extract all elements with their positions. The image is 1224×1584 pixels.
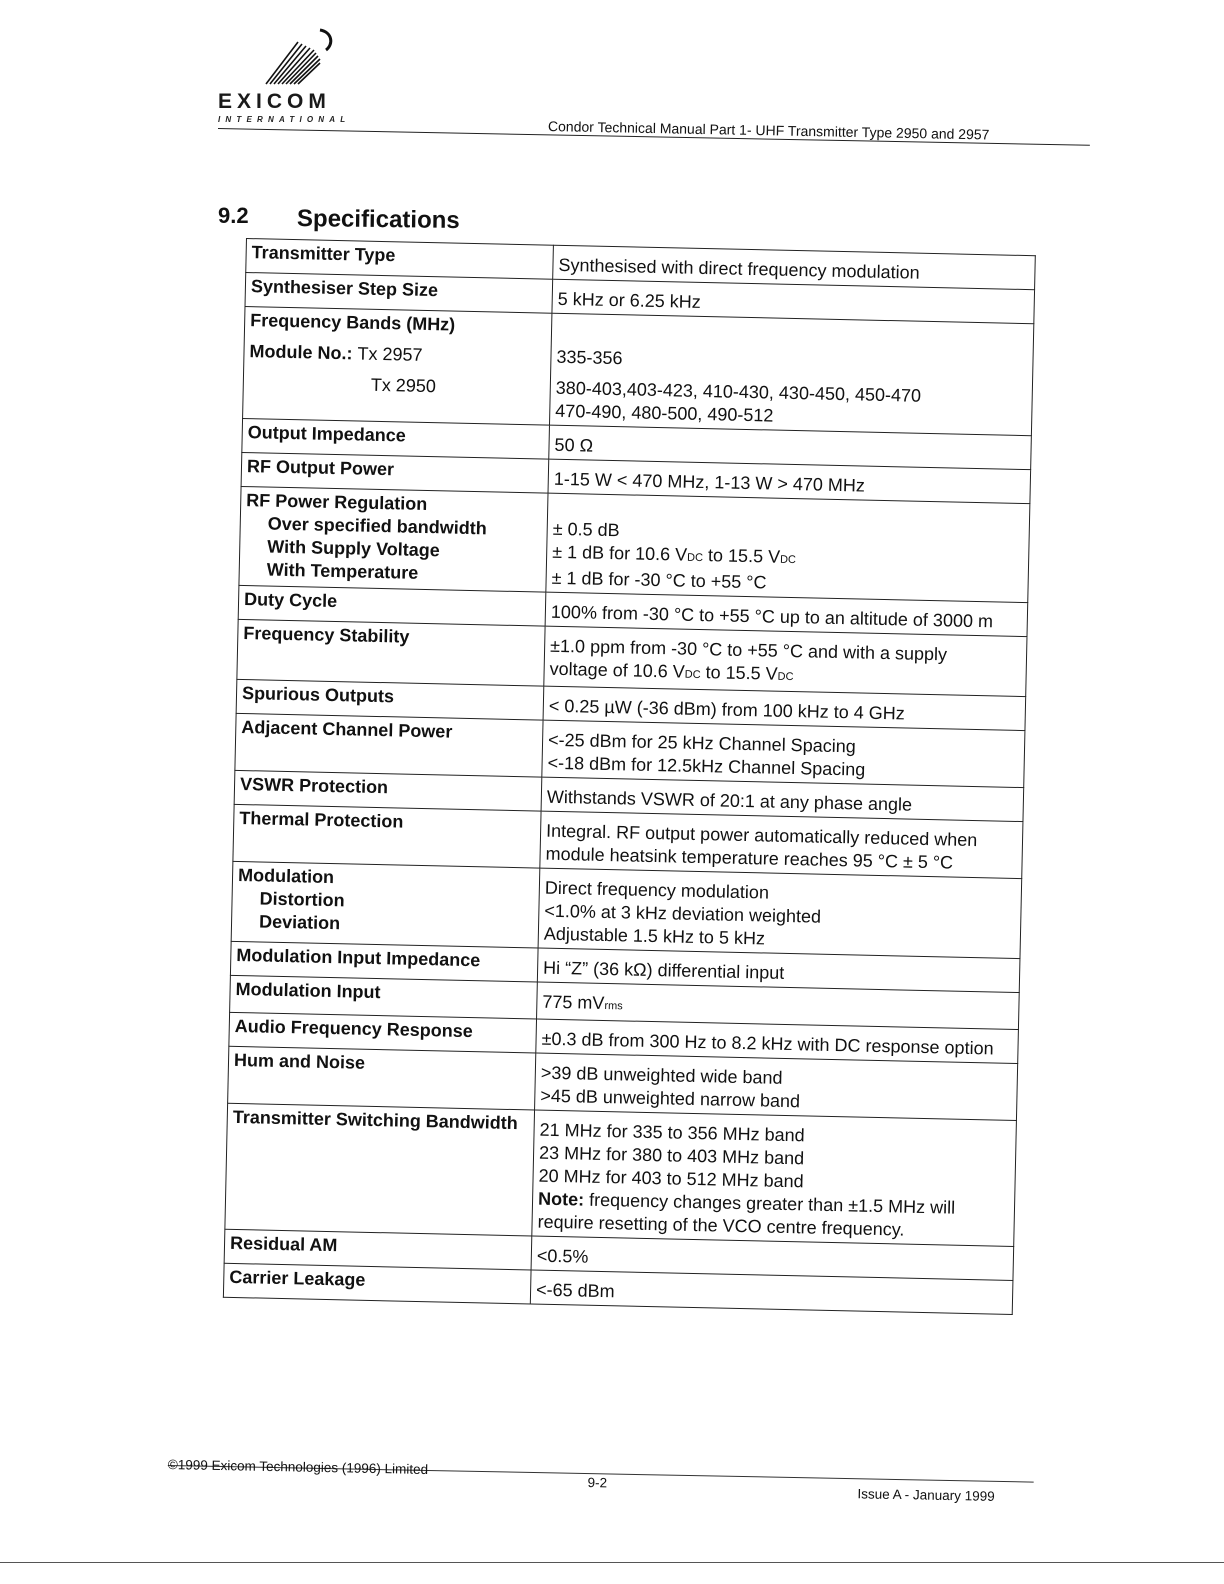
spec-value xyxy=(542,720,1025,788)
spec-value: Synthesised with direct frequency modulation xyxy=(553,245,1036,290)
spec-value xyxy=(535,1053,1018,1121)
spec-label: Transmitter Switching Bandwidth xyxy=(225,1103,535,1236)
switching-bw-line1: 21 MHz for 335 to 356 MHz band xyxy=(539,1119,805,1146)
spec-label: VSWR Protection xyxy=(234,770,542,811)
spec-value: 775 mVrms xyxy=(537,982,1020,1030)
footer-copyright: ©1999 Exicom Technologies (1996) Limited xyxy=(167,1457,429,1477)
spec-label xyxy=(239,486,548,592)
spec-label: Carrier Leakage xyxy=(223,1263,531,1304)
modulation-sub2: Deviation xyxy=(258,911,341,934)
table-row xyxy=(225,1103,1017,1246)
spec-value: <-65 dBm xyxy=(530,1270,1013,1315)
spec-value: < 0.25 µW (-36 dBm) from 100 kHz to 4 GHz xyxy=(543,686,1026,731)
spec-value: Withstands VSWR of 20:1 at any phase angle xyxy=(541,777,1024,822)
tx2950-bands-line2: 470-490, 480-500, 490-512 xyxy=(555,400,774,426)
spec-label: Output Impedance xyxy=(242,418,550,459)
logo-wordmark: EXICOM xyxy=(218,90,331,113)
spec-value: 5 kHz or 6.25 kHz xyxy=(552,279,1035,324)
tx2950-label: Tx 2950 xyxy=(370,374,437,397)
switching-bw-line3: 20 MHz for 403 to 512 MHz band xyxy=(538,1165,804,1192)
modulation-sub1: Distortion xyxy=(259,888,345,911)
switching-bw-line2: 23 MHz for 380 to 403 MHz band xyxy=(538,1142,805,1169)
rf-regulation-sub2: With Supply Voltage xyxy=(267,536,440,561)
spec-label: Transmitter Type xyxy=(246,239,554,280)
spec-value xyxy=(532,1110,1017,1246)
footer-issue: Issue A - January 1999 xyxy=(857,1486,995,1504)
section-title: Specifications xyxy=(296,205,460,234)
spec-label: Residual AM xyxy=(224,1229,532,1270)
modulation-val1: Direct frequency modulation xyxy=(544,877,770,903)
modulation-val2: <1.0% at 3 kHz deviation weighted xyxy=(544,900,822,927)
freq-bands-label: Frequency Bands (MHz) xyxy=(249,310,456,335)
rf-regulation-sub1: Over specified bandwidth xyxy=(267,513,487,539)
spec-label: RF Output Power xyxy=(241,452,549,493)
table-row xyxy=(243,306,1034,435)
spec-label: Modulation Input Impedance xyxy=(230,941,538,982)
spec-label: Duty Cycle xyxy=(238,585,546,626)
modulation-label: Modulation xyxy=(237,864,335,888)
footer-page-number: 9-2 xyxy=(587,1475,608,1491)
document-title: Condor Technical Manual Part 1- UHF Transmitter Type 2950 and 2957 xyxy=(547,118,990,143)
scan-edge-line xyxy=(0,1562,1224,1563)
spec-value: 50 Ω xyxy=(549,425,1032,470)
spec-label: Hum and Noise xyxy=(228,1046,536,1110)
freq-stability-line2: voltage of 10.6 VDC to 15.5 VDC xyxy=(549,658,794,684)
specifications-table xyxy=(223,238,1070,1316)
spec-label xyxy=(243,306,552,425)
spec-label: Modulation Input xyxy=(230,975,538,1019)
modulation-val3: Adjustable 1.5 kHz to 5 kHz xyxy=(543,923,766,949)
rf-regulation-val3: ± 1 dB for -30 °C to +55 °C xyxy=(551,567,767,593)
spec-value: 100% from -30 °C to +55 °C up to an altitude of 3000 m xyxy=(545,592,1028,637)
rf-regulation-val1: ± 0.5 dB xyxy=(552,518,620,541)
hum-noise-line1: >39 dB unweighted wide band xyxy=(540,1062,783,1088)
spec-value: <0.5% xyxy=(531,1236,1014,1281)
rf-regulation-label: RF Power Regulation xyxy=(246,490,428,515)
spec-value xyxy=(549,313,1033,435)
rf-regulation-val2: ± 1 dB for 10.6 VDC to 15.5 VDC xyxy=(552,541,797,567)
adjacent-channel-line2: <-18 dBm for 12.5kHz Channel Spacing xyxy=(547,752,866,780)
tx2950-bands-line1: 380-403,403-423, 410-430, 430-450, 450-470 xyxy=(555,377,922,406)
spec-value: 1-15 W < 470 MHz, 1-13 W > 470 MHz xyxy=(548,459,1031,504)
spec-value xyxy=(544,626,1027,697)
spec-label xyxy=(231,861,540,948)
spec-value: Hi “Z” (36 kΩ) differential input xyxy=(537,948,1020,993)
spec-label: Thermal Protection xyxy=(233,804,541,868)
page-footer xyxy=(167,1457,1038,1504)
tx2957-bands: 335-356 xyxy=(556,346,623,369)
section-number: 9.2 xyxy=(218,203,249,228)
spec-label: Frequency Stability xyxy=(237,619,545,686)
tx2957-label: Tx 2957 xyxy=(357,343,423,365)
table-row xyxy=(239,486,1030,602)
spec-value xyxy=(546,493,1030,602)
hum-noise-line2: >45 dB unweighted narrow band xyxy=(540,1085,801,1112)
adjacent-channel-line1: <-25 dBm for 25 kHz Channel Spacing xyxy=(547,729,856,757)
spec-label: Synthesiser Step Size xyxy=(245,273,553,314)
spec-value: Integral. RF output power automatically reduced when module heatsink temperature reaches 95 °C ± 5 °C xyxy=(540,811,1023,879)
exicom-logo-icon xyxy=(258,26,338,88)
switching-bw-note: Note: frequency changes greater than ±1.5 MHz will require resetting of the VCO centre frequency. xyxy=(537,1188,956,1240)
spec-label: Spurious Outputs xyxy=(236,679,544,720)
spec-value: ±0.3 dB from 300 Hz to 8.2 kHz with DC response option xyxy=(536,1019,1019,1064)
rf-regulation-sub3: With Temperature xyxy=(266,559,419,583)
logo-subtitle: INTERNATIONAL xyxy=(218,115,351,124)
company-logo xyxy=(218,26,378,124)
freq-stability-line1: ±1.0 ppm from -30 °C to +55 °C and with a supply xyxy=(549,635,948,665)
module-label: Module No.: xyxy=(249,341,353,364)
spec-value xyxy=(538,868,1022,958)
spec-label: Adjacent Channel Power xyxy=(235,713,543,777)
spec-label: Audio Frequency Response xyxy=(229,1012,537,1053)
